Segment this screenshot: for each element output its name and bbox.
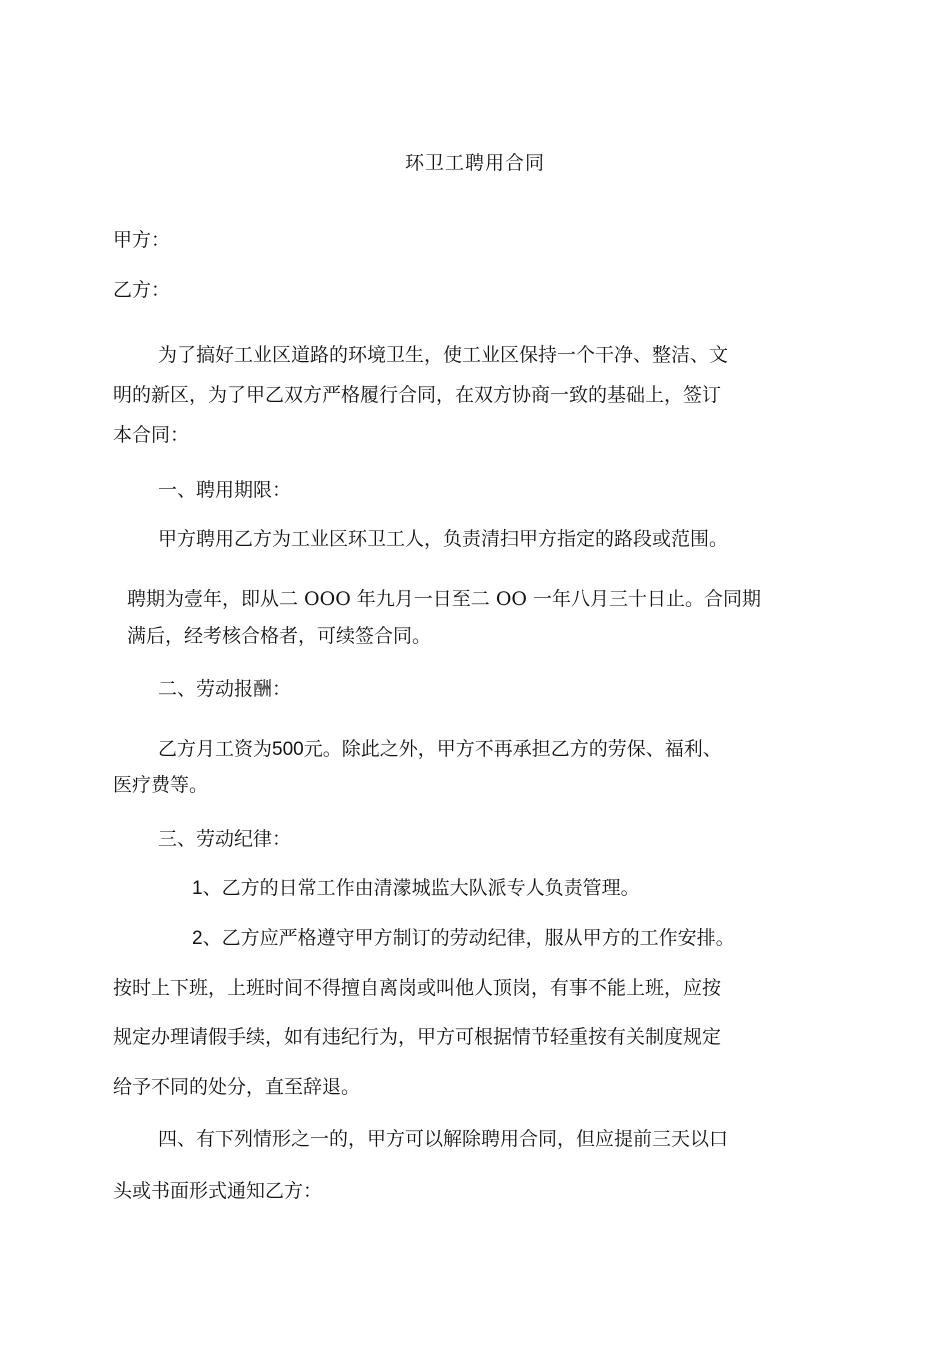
party-b-label: 乙方： [113, 279, 171, 301]
section1-heading: 一、聘用期限： [158, 479, 292, 501]
section2-line-2: 医疗费等。 [113, 774, 209, 796]
item-2-text: 、乙方应严格遵守甲方制订的劳动纪律，服从甲方的工作安排。 [202, 927, 735, 949]
intro-line-1: 为了搞好工业区道路的环境卫生，使工业区保持一个干净、整洁、文 [158, 344, 729, 366]
section1-line-1: 甲方聘用乙方为工业区环卫工人，负责清扫甲方指定的路段或范围。 [158, 528, 729, 550]
party-a-label: 甲方： [113, 229, 171, 251]
intro-line-3: 本合同： [113, 424, 190, 446]
salary-suffix: 元。除此之外，甲方不再承担乙方的劳保、福利、 [303, 738, 722, 760]
section3-line-3: 给予不同的处分，直至辞退。 [113, 1076, 361, 1098]
item-1-text: 、乙方的日常工作由清濛城监大队派专人负责管理。 [202, 877, 640, 899]
section1-line-3: 满后，经考核合格者，可续签合同。 [127, 625, 432, 647]
section2-heading: 二、劳动报酬： [158, 678, 292, 700]
section3-item-2 [192, 926, 735, 951]
section3-line-2: 规定办理请假手续，如有违纪行为，甲方可根据情节轻重按有关制度规定 [113, 1026, 722, 1048]
section1-line-2: 聘期为壹年，即从二 OOO 年九月一日至二 OO 一年八月三十日止。合同期 [127, 588, 762, 610]
section3-line-1: 按时上下班，上班时间不得擅自离岗或叫他人顶岗，有事不能上班，应按 [113, 977, 722, 999]
item-1-number: 1 [192, 878, 203, 899]
section3-heading: 三、劳动纪律： [158, 828, 292, 850]
salary-prefix: 乙方月工资为 [158, 738, 273, 760]
section4-line-2: 头或书面形式通知乙方： [113, 1180, 323, 1202]
document-title: 环卫工聘用合同 [404, 152, 545, 174]
item-2-number: 2 [192, 928, 203, 949]
salary-amount: 500 [272, 739, 304, 760]
section3-item-1 [192, 876, 640, 901]
section2-line-1 [158, 737, 722, 762]
intro-line-2: 明的新区，为了甲乙双方严格履行合同，在双方协商一致的基础上，签订 [113, 384, 722, 406]
section4-line-1: 四、有下列情形之一的，甲方可以解除聘用合同，但应提前三天以口 [158, 1128, 729, 1150]
